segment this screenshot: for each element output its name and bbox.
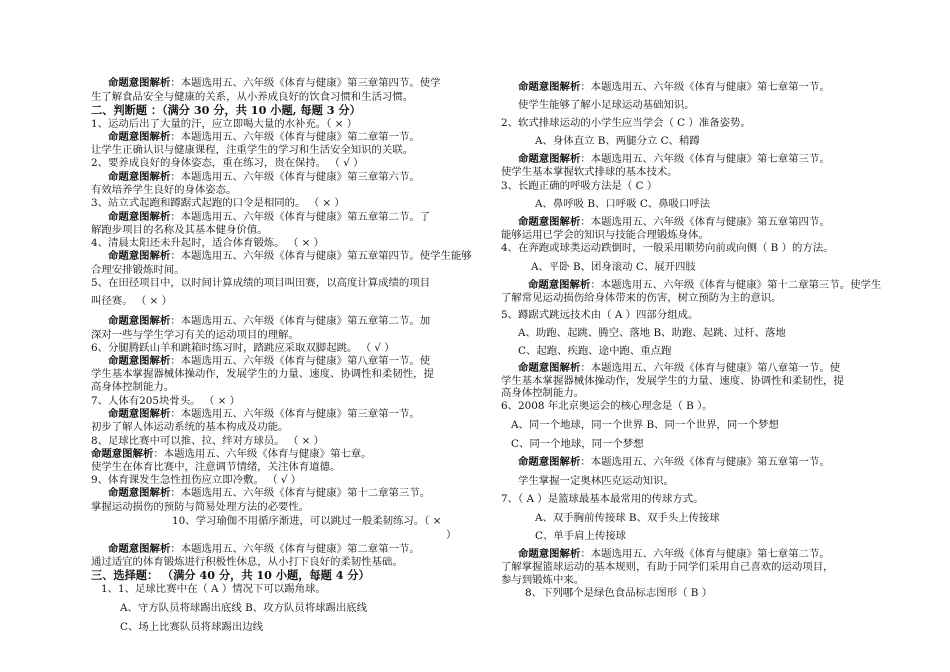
right-text-line — [501, 292, 782, 305]
line-text: 通过适宜的体育锻炼进行积极性休息，从小打下良好的柔韧性基础。 — [91, 556, 403, 568]
right-text-line — [518, 99, 695, 112]
left-text-line — [91, 368, 434, 381]
left-text-line — [91, 421, 288, 434]
line-text: ：本题选用五、六年级《体育与健康》第十二章第三节。 — [170, 487, 431, 499]
left-text-line — [108, 171, 420, 184]
left-text-line — [91, 197, 345, 210]
left-text-line — [91, 295, 172, 308]
right-text-line — [501, 242, 834, 255]
right-text-line — [518, 345, 671, 358]
left-text-line — [91, 329, 299, 342]
line-text: 二、判断题 ：（满分 30 分，共 10 小题, 每题 3 分） — [91, 103, 361, 117]
right-text-line — [501, 229, 709, 242]
left-text-line — [91, 237, 324, 250]
analysis-label: 命题意图解析 — [518, 81, 581, 93]
analysis-label: 命题意图解析 — [108, 315, 171, 327]
line-text: A、同一个地球，同一个世界 B、同一个世界，同一个梦想 — [511, 419, 779, 431]
line-text: 6、2008 年北京奥运会的核心理念是（ B ）。 — [501, 400, 713, 412]
left-text-line — [108, 487, 430, 500]
right-text-line — [518, 81, 830, 94]
right-text-line — [518, 216, 830, 229]
right-text-line — [518, 362, 840, 375]
line-text: 初步了解人体运动系统的基本构成及功能。 — [91, 421, 289, 433]
line-text: 使学生能够了解小足球运动基础知识。 — [518, 99, 695, 111]
right-text-line — [528, 279, 881, 292]
left-text-line — [91, 395, 240, 408]
analysis-label: 命题意图解析 — [518, 456, 581, 468]
left-text-line — [91, 118, 357, 131]
analysis-label: 命题意图解析 — [518, 153, 581, 165]
analysis-label: 命题意图解析 — [108, 487, 171, 499]
line-text: 7、人体有205块骨头。 （ × ） — [91, 395, 240, 407]
line-text: 1、运动后出了大量的汗，应立即喝大量的水补充。（ × ） — [91, 118, 358, 130]
line-text: 1、1、足球比赛中在（ A ）情况下可以踢角球。 — [101, 583, 326, 595]
left-text-line — [91, 157, 364, 170]
left-text-line — [91, 569, 370, 582]
line-text: ：本题选用五、六年级《体育与健康》第七章第三节。 — [580, 153, 830, 165]
analysis-label: 命题意图解析 — [518, 548, 581, 560]
right-text-line — [511, 419, 779, 432]
left-text-line — [91, 448, 372, 461]
left-text-line — [120, 621, 263, 634]
left-text-line — [108, 77, 441, 90]
right-text-line — [501, 561, 834, 574]
analysis-label: 命题意图解析 — [518, 362, 581, 374]
left-text-line — [101, 583, 326, 596]
left-text-line — [108, 355, 430, 368]
line-text: 解跑步项目的名称及其基本健身价值。 — [91, 224, 268, 236]
left-text-line — [91, 104, 361, 117]
analysis-label: 命题意图解析 — [91, 448, 154, 460]
line-text: C、单手肩上传接球 — [535, 530, 627, 542]
line-text: ：本题选用五、六年级《体育与健康》第三章第四节。使学 — [170, 77, 441, 89]
line-text: ：本题选用五、六年级《体育与健康》第十二章第三节。使学生 — [590, 279, 882, 291]
right-text-line — [531, 261, 696, 274]
right-text-line — [518, 327, 786, 340]
line-text: ：本题选用五、六年级《体育与健康》第五章第一节。 — [580, 456, 830, 468]
left-text-line — [91, 264, 185, 277]
line-text: 4、在奔跑或球类运动跌倒时，一般采用顺势向前或向侧（ B ）的方法。 — [501, 242, 834, 254]
left-text-line — [91, 144, 413, 157]
right-text-line — [501, 574, 584, 587]
left-text-line — [91, 381, 174, 394]
line-text: 学生基本掌握器械体操动作，发展学生的力量、速度、协调性和柔韧性，提 — [91, 368, 434, 380]
right-text-line — [518, 475, 674, 488]
left-text-line — [446, 529, 456, 542]
line-text: ） — [446, 529, 457, 541]
left-text-line — [91, 435, 324, 448]
line-text: ：本题选用五、六年级《体育与健康》第五章第四节。使学生能够 — [170, 250, 472, 262]
line-text: ：本题选用五、六年级《体育与健康》第八章第一节。使 — [580, 362, 841, 374]
left-text-line — [91, 461, 340, 474]
line-text: 生了解食品安全与健康的关系，从小养成良好的饮食习惯和生活习惯。 — [91, 91, 414, 103]
right-text-line — [511, 438, 644, 451]
line-text: ：本题选用五、六年级《体育与健康》第三章第一节。 — [170, 408, 420, 420]
line-text: 7、（ A ）是篮球最基本最常用的传球方式。 — [501, 493, 704, 505]
line-text: 能够运用已学会的知识与技能合理锻炼身体。 — [501, 229, 709, 241]
line-text: A、鼻呼吸 B、口呼吸 C、鼻吸口呼法 — [535, 198, 711, 210]
left-text-line — [108, 315, 430, 328]
line-text: ：本题选用五、六年级《体育与健康》第七章第二节。 — [580, 548, 830, 560]
line-text: ：本题选用五、六年级《体育与健康》第五章第二节。加 — [170, 315, 431, 327]
line-text: A、身体直立 B、两腿分立 C、稍蹲 — [535, 135, 700, 147]
line-text: 学生掌握一定奥林匹克运动知识。 — [518, 475, 674, 487]
left-text-line — [108, 211, 430, 224]
analysis-label: 命题意图解析 — [528, 279, 591, 291]
line-text: 有效培养学生良好的身体姿态。 — [91, 184, 237, 196]
analysis-label: 命题意图解析 — [108, 211, 171, 223]
line-text: ：本题选用五、六年级《体育与健康》第八章第一节。使 — [170, 355, 431, 367]
right-text-line — [501, 180, 657, 193]
analysis-label: 命题意图解析 — [518, 216, 581, 228]
left-text-line — [91, 474, 301, 487]
line-text: C、场上比赛队员将球踢出边线 — [120, 621, 264, 633]
right-text-line — [535, 198, 710, 211]
analysis-label: 命题意图解析 — [108, 77, 171, 89]
line-text: 让学生正确认识与健康课程，注重学生的学习和生活安全知识的关联。 — [91, 144, 414, 156]
line-text: 3、长跑正确的呼吸方法是（ C ） — [501, 180, 658, 192]
line-text: 掌握运动损伤的预防与简易处理方法的必要性。 — [91, 501, 310, 513]
line-text: 合理安排锻炼时间。 — [91, 264, 185, 276]
line-text: 2、要养成良好的身体姿态，重在练习，贵在保持。 （ √ ） — [91, 157, 364, 169]
left-text-line — [91, 342, 395, 355]
line-text: 叫径赛。 （ × ） — [91, 295, 172, 307]
line-text: 使学生在体育比赛中，注意调节情绪，关注体育道德。 — [91, 461, 341, 473]
line-text: ：本题选用五、六年级《体育与健康》第七章第一节。 — [580, 81, 830, 93]
left-text-line — [108, 131, 420, 144]
line-text: 三、选择题： （满分 40 分，共 10 小题，每题 4 分） — [91, 568, 370, 582]
line-text: 深对一些与学生学习有关的运动项目的理解。 — [91, 329, 299, 341]
right-text-line — [518, 153, 830, 166]
right-text-line — [501, 309, 698, 322]
right-text-line — [535, 135, 700, 148]
analysis-label: 命题意图解析 — [108, 131, 171, 143]
line-text: ：本题选用五、六年级《体育与健康》第二章第一节。 — [170, 131, 420, 143]
analysis-label: 命题意图解析 — [108, 250, 171, 262]
line-text: 5、在田径项目中，以时间计算成绩的项目叫田赛，以高度计算成绩的项目 — [91, 277, 431, 289]
right-text-line — [501, 493, 704, 506]
line-text: 2、软式排球运动的小学生应当学会（ C ）准备姿势。 — [501, 117, 751, 129]
line-text: 学生基本掌握器械体操动作，发展学生的力量、速度、协调性和柔韧性，提 — [501, 375, 844, 387]
line-text: 4、清晨太阳还未升起时，适合体育锻炼。 （ × ） — [91, 237, 325, 249]
line-text: 了解常见运动损伤给身体带来的伤害，树立预防为主的意识。 — [501, 292, 782, 304]
right-text-line — [501, 166, 678, 179]
left-text-line — [91, 224, 268, 237]
right-text-line — [518, 548, 830, 561]
line-text: 高身体控制能力。 — [91, 381, 175, 393]
line-text: 6、分腿腾跃山羊和跳箱时练习时，踏跳应采取双脚起跳。 （ √ ） — [91, 342, 395, 354]
line-text: 9、体育课发生急性扭伤应立即冷敷。 （ √ ） — [91, 474, 302, 486]
left-text-line — [91, 277, 430, 290]
analysis-label: 命题意图解析 — [108, 355, 171, 367]
left-text-line — [172, 515, 441, 528]
right-text-line — [501, 117, 751, 130]
line-text: ：本题选用五、六年级《体育与健康》第三章第六节。 — [170, 171, 420, 183]
line-text: 8、下列哪个是绿色食品标志图形（ B ） — [525, 587, 713, 599]
right-text-line — [535, 512, 720, 525]
analysis-label: 命题意图解析 — [108, 171, 171, 183]
line-text: 使学生基本掌握软式排球的基本技术。 — [501, 166, 678, 178]
left-text-line — [91, 184, 236, 197]
left-text-line — [120, 602, 367, 615]
right-text-line — [525, 587, 712, 600]
line-text: A、助跑、起跳、腾空、落地 B、助跑、起跳、过杆、落地 — [518, 327, 786, 339]
left-text-line — [108, 543, 420, 556]
analysis-label: 命题意图解析 — [108, 543, 171, 555]
line-text: 8、足球比赛中可以推、拉、绊对方球员。 （ × ） — [91, 435, 325, 447]
left-text-line — [91, 501, 309, 514]
line-text: C、同一个地球，同一个梦想 — [511, 438, 644, 450]
line-text: A、双手胸前传接球 B、双手头上传接球 — [535, 512, 720, 524]
right-text-line — [518, 456, 830, 469]
right-text-line — [535, 530, 626, 543]
line-text: 3、站立式起跑和蹲踞式起跑的口令是相同的。 （ × ） — [91, 197, 345, 209]
line-text: 参与到锻炼中来。 — [501, 574, 585, 586]
line-text: A、守方队员将球踢出底线 B、攻方队员将球踢出底线 — [120, 602, 368, 614]
line-text: ：本题选用五、六年级《体育与健康》第七章。 — [153, 448, 372, 460]
line-text: C、起跑、疾跑、途中跑、重点跑 — [518, 345, 672, 357]
line-text: 高身体控制能力。 — [501, 387, 585, 399]
analysis-label: 命题意图解析 — [108, 408, 171, 420]
line-text: 10、学习瑜伽不用循序渐进，可以跳过一般柔韧练习。（ × — [172, 515, 442, 527]
line-text: ：本题选用五、六年级《体育与健康》第五章第四节。 — [580, 216, 830, 228]
line-text: ：本题选用五、六年级《体育与健康》第二章第一节。 — [170, 543, 420, 555]
line-text: 了解掌握篮球运动的基本规则，有助于同学们采用自己喜欢的运动项目， — [501, 561, 834, 573]
right-text-line — [501, 387, 584, 400]
right-text-line — [501, 400, 713, 413]
left-text-line — [108, 250, 472, 263]
line-text: A、平卧 B、团身滚动 C、展开四肢 — [531, 261, 696, 273]
line-text: ：本题选用五、六年级《体育与健康》第五章第二节。了 — [170, 211, 431, 223]
left-text-line — [108, 408, 420, 421]
line-text: 5、蹲踞式跳远技术由（ A ）四部分组成。 — [501, 309, 699, 321]
